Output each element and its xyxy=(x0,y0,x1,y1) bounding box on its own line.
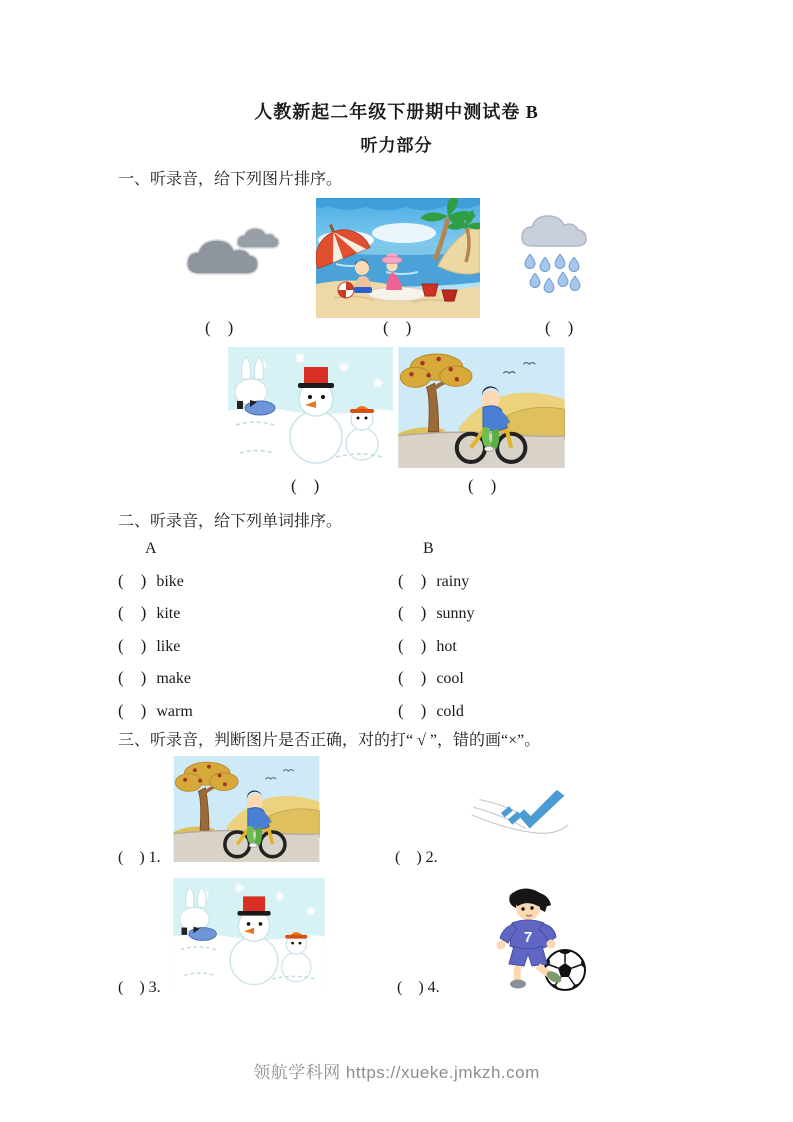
answer-blank: ( ) xyxy=(398,668,427,688)
snowmen-picture xyxy=(228,347,393,469)
page-title: 人教新起二年级下册期中测试卷 B xyxy=(254,102,539,122)
answer-blank: ( ) xyxy=(118,668,147,688)
cloudy-weather-picture xyxy=(183,221,283,283)
question2-heading: 二、听录音，给下列单词排序。 xyxy=(118,513,343,530)
word-item xyxy=(118,630,193,662)
word-item xyxy=(398,597,475,629)
question1-heading: 一、听录音，给下列图片排序。 xyxy=(118,171,343,188)
word-label: hot xyxy=(436,637,457,655)
column-b-header: B xyxy=(423,540,434,557)
word-label: cool xyxy=(436,670,464,688)
boy-riding-bike-picture xyxy=(398,347,565,468)
word-item xyxy=(118,565,193,597)
word-label: rainy xyxy=(436,573,470,590)
blue-kite-icon xyxy=(468,786,574,844)
boy-kicking-football-picture xyxy=(452,877,602,999)
boy-riding-bike-picture xyxy=(173,756,320,862)
word-list-column-b xyxy=(398,565,475,727)
answer-blank: ( ) xyxy=(118,603,147,623)
question3-item-4: ( ) 4. xyxy=(397,979,440,996)
word-label: sunny xyxy=(436,605,475,623)
word-label: kite xyxy=(156,605,181,623)
word-item xyxy=(398,630,475,662)
question3-heading: 三、听录音，判断图片是否正确，对的打“ √ ”，错的画“×”。 xyxy=(118,732,541,749)
question3-item-3: ( ) 3. xyxy=(118,979,161,996)
word-label: bike xyxy=(156,573,184,590)
answer-blank: ( ) xyxy=(545,318,574,337)
word-label: cold xyxy=(436,702,464,720)
answer-blank: ( ) xyxy=(398,571,427,590)
answer-blank: ( ) xyxy=(118,700,147,720)
answer-blank: ( ) xyxy=(398,700,427,720)
answer-blank: ( ) xyxy=(398,603,427,623)
word-list-column-a xyxy=(118,565,193,727)
word-label: like xyxy=(156,637,181,655)
answer-blank: ( ) xyxy=(205,318,234,337)
word-item xyxy=(398,662,475,694)
rain-cloud-picture xyxy=(516,210,590,300)
word-item xyxy=(118,695,193,727)
site-watermark: 领航学科网 https://xueke.jmkzh.com xyxy=(253,1063,540,1082)
word-item xyxy=(398,565,475,597)
snowmen-picture xyxy=(173,878,325,990)
question3-item-1: ( ) 1. xyxy=(118,849,161,866)
answer-blank: ( ) xyxy=(118,635,147,655)
answer-blank: ( ) xyxy=(383,318,412,337)
column-a-header: A xyxy=(145,540,157,557)
word-item xyxy=(118,662,193,694)
word-item xyxy=(118,597,193,629)
children-on-beach-picture xyxy=(316,198,480,318)
word-label: make xyxy=(156,670,191,688)
answer-blank: ( ) xyxy=(398,635,427,655)
answer-blank: ( ) xyxy=(291,476,320,495)
answer-blank: ( ) xyxy=(118,571,147,590)
word-label: warm xyxy=(156,702,193,720)
listening-section-title: 听力部分 xyxy=(360,136,433,155)
answer-blank: ( ) xyxy=(468,476,497,495)
word-item xyxy=(398,695,475,727)
question3-item-2: ( ) 2. xyxy=(395,849,438,866)
